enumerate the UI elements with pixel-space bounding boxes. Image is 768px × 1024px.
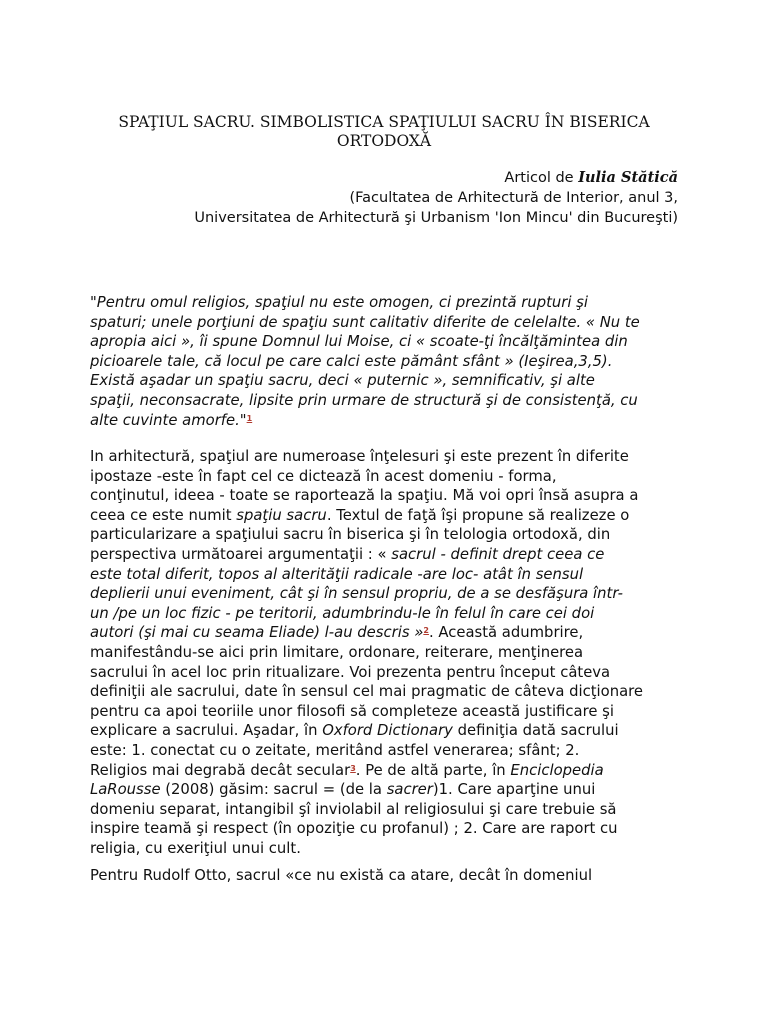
text-run: . Pe de altă parte, în <box>355 761 511 779</box>
text-run: (2008) găsim: sacrul = (de la <box>160 781 387 799</box>
paragraph-line: domeniu separat, intangibil şî inviolabil al religiosului şi care trebuie să <box>90 800 617 818</box>
paragraph-line <box>90 506 680 526</box>
italic-quote: este total diferit, topos al alterităţii radicale -are loc- atât în sensul <box>90 565 584 583</box>
body-paragraph-1 <box>90 447 680 858</box>
paragraph-line: ipostaze -este în fapt cel ce dictează în acest domeniu - forma, <box>90 467 557 485</box>
article-byline <box>90 168 678 228</box>
paragraph-line: pentru ca apoi teoriile unor filosofi să completeze această justificare şi <box>90 702 614 720</box>
quote-line: picioarele tale, că locul pe care calci este pământ sfânt » (Ieşirea,3,5). <box>90 352 613 370</box>
quote-line-text: alte cuvinte amorfe." <box>90 411 247 429</box>
paragraph-line: inspire teamă şi respect (în opoziţie cu profanul) ; 2. Care are raport cu <box>90 820 618 838</box>
italic-term: LaRousse <box>90 781 161 799</box>
byline-prefix: Articol de <box>504 170 574 186</box>
paragraph-line <box>90 623 680 643</box>
paragraph-line <box>90 761 680 781</box>
title-line-1: SPAŢIUL SACRU. SIMBOLISTICA SPAŢIULUI SACRU ÎN BISERICA <box>118 113 650 131</box>
text-run: perspectiva următoarei argumentaţii : « <box>90 545 392 563</box>
italic-term: Enciclopedia <box>510 761 604 779</box>
byline-affiliation: (Facultatea de Arhitectură de Interior, anul 3, <box>349 190 678 206</box>
paragraph-line <box>90 780 680 800</box>
body-paragraph-2 <box>90 866 680 886</box>
byline-university: Universitatea de Arhitectură şi Urbanism 'Ion Mincu' din Bucureşti) <box>194 210 678 226</box>
paragraph-line <box>90 721 680 741</box>
paragraph-line: particularizare a spaţiului sacru în biserica şi în telologia ortodoxă, din <box>90 526 611 544</box>
text-run: Religios mai degrabă decât secular <box>90 761 351 779</box>
quote-line: "Pentru omul religios, spaţiul nu este omogen, ci prezintă rupturi şi <box>90 294 588 311</box>
paragraph-line: conţinutul, ideea - toate se raportează la spaţiu. Mă voi opri însă asupra a <box>90 487 639 505</box>
paragraph-line: manifestându-se aici prin limitare, ordonare, reiterare, menţinerea <box>90 643 584 661</box>
paragraph-line <box>90 584 680 604</box>
footnote-link-1[interactable]: 1 <box>246 413 253 423</box>
text-run: . Textul de faţă îşi propune să realizeze o <box>326 506 630 524</box>
italic-quote: un /pe un loc fizic - pe teritorii, adumbrindu-le în felul în care cei doi <box>90 604 595 622</box>
text-run: explicare a sacrului. Aşadar, în <box>90 722 323 740</box>
paragraph-line: religia, cu exeriţiul unui cult. <box>90 839 301 857</box>
quote-line: Există aşadar un spaţiu sacru, deci « puternic », semnificativ, şi alte <box>90 372 595 390</box>
text-run: definiţia dată sacrului <box>452 722 619 740</box>
italic-term: spaţiu sacru <box>236 506 327 524</box>
footnote-link-3[interactable]: 3 <box>350 763 356 773</box>
italic-term: sacrer <box>386 781 433 799</box>
footnote-link-2[interactable]: 2 <box>423 626 429 636</box>
title-line-2: ORTODOXĂ <box>336 132 432 150</box>
paragraph-line: Pentru Rudolf Otto, sacrul «ce nu există ca atare, decât în domeniul <box>90 867 593 884</box>
italic-quote: autori (şi mai cu seama Eliade) l-au descris » <box>90 624 424 642</box>
paragraph-line: In arhitectură, spaţiul are numeroase înţelesuri şi este prezent în diferite <box>90 448 629 465</box>
quote-line: apropia aici », îi spune Domnul lui Moise, ci « scoate-ţi încălţămintea din <box>90 333 628 351</box>
paragraph-line <box>90 545 680 565</box>
author-name: Iulia Stătică <box>578 169 678 186</box>
paragraph-line <box>90 604 680 624</box>
text-run: . Această adumbrire, <box>428 624 584 642</box>
text-run: )1. Care aparţine unui <box>432 781 596 799</box>
italic-term: Oxford Dictionary <box>322 722 453 740</box>
page-title <box>90 113 678 151</box>
opening-quote <box>90 293 680 430</box>
quote-line: spaturi; unele porţiuni de spaţiu sunt calitativ diferite de celelalte. « Nu te <box>90 313 640 331</box>
italic-quote: deplierii unui eveniment, cât şi în sensul propriu, de a se desfăşura într- <box>90 585 623 603</box>
italic-quote: sacrul - definit drept ceea ce <box>391 545 605 563</box>
byline-line-1 <box>90 168 678 188</box>
paragraph-line: este: 1. conectat cu o zeitate, meritând astfel venerarea; sfânt; 2. <box>90 741 580 759</box>
document-page <box>90 0 678 1024</box>
quote-line: spaţii, neconsacrate, lipsite prin urmare de structură şi de consistenţă, cu <box>90 391 638 409</box>
paragraph-line: sacrului în acel loc prin ritualizare. Voi prezenta pentru început câteva <box>90 663 611 681</box>
quote-line <box>90 411 680 431</box>
paragraph-line <box>90 565 680 585</box>
paragraph-line: definiţii ale sacrului, date în sensul cel mai pragmatic de câteva dicţionare <box>90 683 644 701</box>
text-run: ceea ce este numit <box>90 506 237 524</box>
